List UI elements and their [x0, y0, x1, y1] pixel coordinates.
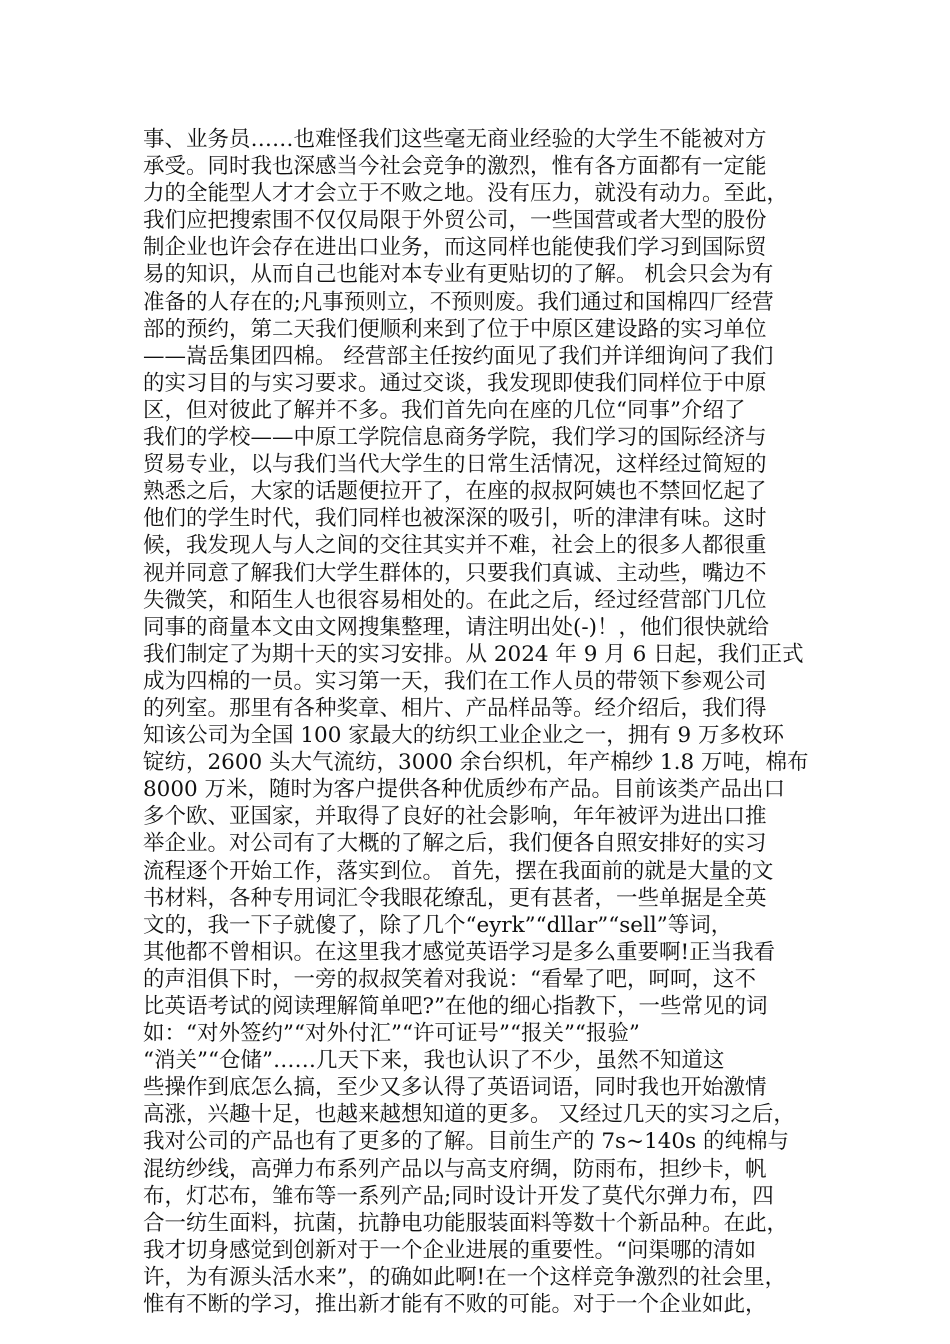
text-line: 混纺纱线，高弹力布系列产品以与高支府绸，防雨布，担纱卡，帆 — [143, 1156, 767, 1182]
text-line: 贸易专业，以与我们当代大学生的日常生活情况，这样经过简短的 — [143, 452, 767, 478]
text-line: 些操作到底怎么搞，至少又多认得了英语词语，同时我也开始激情 — [143, 1075, 767, 1101]
text-line: 高涨，兴趣十足，也越来越想知道的更多。 又经过几天的实习之后， — [143, 1102, 795, 1128]
text-line: 我们应把搜索围不仅仅局限于外贸公司，一些国营或者大型的股份 — [143, 208, 767, 234]
text-line: 合一纺生面料，抗菌，抗静电功能服装面料等数十个新品种。在此， — [143, 1210, 789, 1236]
text-line: 易的知识，从而自己也能对本专业有更贴切的了解。 机会只会为有 — [143, 262, 774, 288]
text-line: 候，我发现人与人之间的交往其实并不难，社会上的很多人都很重 — [143, 533, 767, 559]
text-line: 我们制定了为期十天的实习安排。从 2024 年 9 月 6 日起，我们正式 — [143, 641, 804, 667]
text-line: 其他都不曾相识。在这里我才感觉英语学习是多么重要啊!正当我看 — [143, 939, 776, 965]
text-line: 锭纺，2600 头大气流纺，3000 余台织机，年产棉纱 1.8 万吨，棉布 — [143, 750, 809, 776]
text-line: “消关”“仓储”……几天下来，我也认识了不少，虽然不知道这 — [143, 1048, 725, 1074]
text-line: 我才切身感觉到创新对于一个企业进展的重要性。“问渠哪的清如 — [143, 1237, 756, 1263]
text-line: 我对公司的产品也有了更多的了解。目前生产的 7s~140s 的纯棉与 — [143, 1129, 789, 1155]
text-line: 力的全能型人才才会立于不败之地。没有压力，就没有动力。至此， — [143, 181, 789, 207]
text-line: 承受。同时我也深感当今社会竞争的激烈，惟有各方面都有一定能 — [143, 154, 767, 180]
text-line: 我们的学校——中原工学院信息商务学院，我们学习的国际经济与 — [143, 425, 767, 451]
text-line: 布，灯芯布，雏布等一系列产品;同时设计开发了莫代尔弹力布，四 — [143, 1183, 774, 1209]
text-line: ——嵩岳集团四棉。 经营部主任按约面见了我们并详细询问了我们 — [143, 343, 774, 369]
body-text — [143, 126, 823, 1318]
text-line: 失微笑，和陌生人也很容易相处的。在此之后，经过经营部门几位 — [143, 587, 767, 613]
text-line: 同事的商量本文由文网搜集整理，请注明出处(-)！，他们很快就给 — [143, 614, 770, 640]
text-line: 知该公司为全国 100 家最大的纺织工业企业之一，拥有 9 万多枚环 — [143, 723, 785, 749]
text-line: 举企业。对公司有了大概的了解之后，我们便各自照安排好的实习 — [143, 831, 767, 857]
text-line: 比英语考试的阅读理解简单吧?”在他的细心指教下，一些常见的词 — [143, 994, 768, 1019]
text-line: 熟悉之后，大家的话题便拉开了，在座的叔叔阿姨也不禁回忆起了 — [143, 479, 767, 505]
text-line: 的声泪俱下时，一旁的叔叔笑着对我说：“看晕了吧，呵呵，这不 — [143, 966, 756, 992]
text-line: 的列室。那里有各种奖章、相片、产品样品等。经介绍后，我们得 — [143, 695, 767, 721]
text-line: 如：“对外签约”“对外付汇”“许可证号”“报关”“报验” — [143, 1021, 640, 1047]
text-line: 许，为有源头活水来”，的确如此啊!在一个这样竞争激烈的社会里， — [143, 1264, 787, 1290]
text-line: 区，但对彼此了解并不多。我们首先向在座的几位“同事”介绍了 — [143, 397, 746, 423]
text-line: 书材料，各种专用词汇令我眼花缭乱，更有甚者，一些单据是全英 — [143, 885, 767, 911]
text-line: 事、业务员……也难怪我们这些毫无商业经验的大学生不能被对方 — [143, 127, 767, 152]
text-line: 部的预约，第二天我们便顺利来到了位于中原区建设路的实习单位 — [143, 316, 767, 342]
text-line: 准备的人存在的;凡事预则立，不预则废。我们通过和国棉四厂经营 — [143, 289, 774, 315]
text-line: 多个欧、亚国家，并取得了良好的社会影响，年年被评为进出口推 — [143, 804, 767, 830]
text-line: 成为四棉的一员。实习第一天，我们在工作人员的带领下参观公司 — [143, 668, 767, 694]
text-line: 8000 万米，随时为客户提供各种优质纱布产品。目前该类产品出口 — [143, 777, 786, 803]
text-line: 文的，我一下子就傻了，除了几个“eyrk”“dllar”“sell”等词， — [143, 912, 733, 938]
text-line: 视并同意了解我们大学生群体的，只要我们真诚、主动些，嘴边不 — [143, 560, 767, 586]
text-line: 制企业也许会存在进出口业务，而这同样也能使我们学习到国际贸 — [143, 235, 767, 261]
text-line: 流程逐个开始工作，落实到位。 首先，摆在我面前的就是大量的文 — [143, 858, 774, 884]
text-line: 的实习目的与实习要求。通过交谈，我发现即使我们同样位于中原 — [143, 370, 767, 396]
text-line: 他们的学生时代，我们同样也被深深的吸引，听的津津有味。这时 — [143, 506, 767, 532]
text-line: 惟有不断的学习，推出新才能有不败的可能。对于一个企业如此， — [143, 1292, 767, 1318]
